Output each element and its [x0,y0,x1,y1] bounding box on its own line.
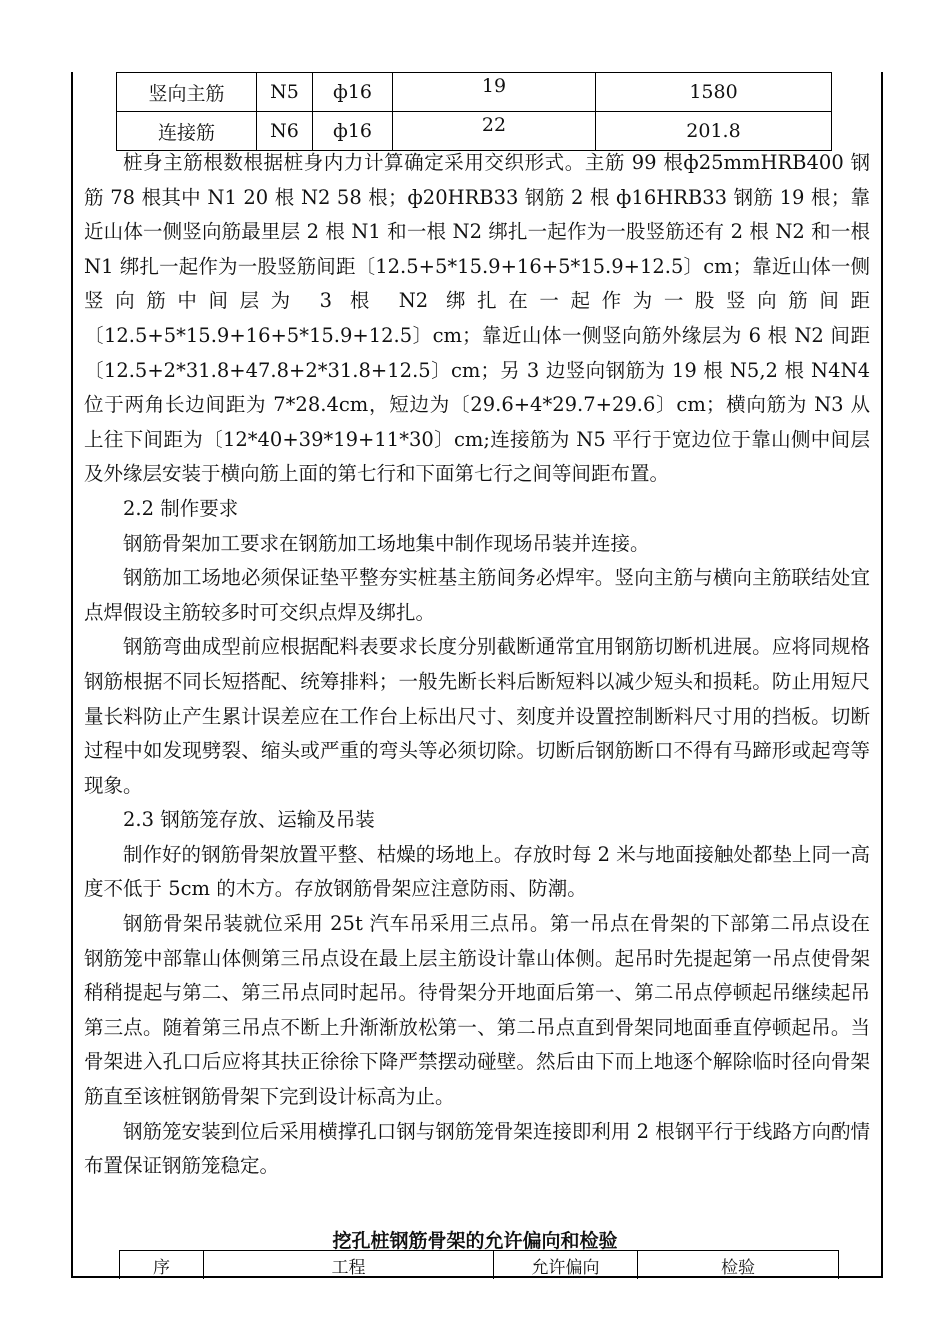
rebar-table [116,72,832,151]
rebar-count: 22 [481,114,507,136]
rebar-name: 连接筋 [117,112,257,151]
rebar-count-cell [393,112,596,151]
paragraph-rebar-layout: 桩身主筋根数根据桩身内力计算确定采用交织形式。主筋 99 根ф25mmHRB400 钢筋 78 根其中 N1 20 根 N2 58 根；ф20HRB33 钢筋 2 根 ф16HRB33 钢筋 19 根；靠近山体一侧竖向筋最里层 2 根 N1 和一根 N2 绑扎一起作为一股竖筋还有 2 根 N2 和一根 N1 绑扎一起作为一股竖筋间距〔12.5+5*15.9+16+5*15.9+12.5〕cm；靠近山体一侧竖向筋中间层为 3 根 N2 绑扎在一起作为一股竖向筋间距〔12.5+5*15.9+16+5*15.9+12.5〕cm；靠近山体一侧竖向筋外缘层为 6 根 N2 间距〔12.5+2*31.8+47.8+2*31.8+12.5〕cm；另 3 边竖向钢筋为 19 根 N5,2 根 N4N4 位于两角长边间距为 7*28.4cm，短边为〔29.6+4*29.7+29.6〕cm；横向筋为 N3 从上往下间距为〔12*40+39*19+11*30〕cm;连接筋为 N5 平行于宽边位于靠山侧中间层及外缘层安装于横向筋上面的第七行和下面第七行之间等间距布置。 [84,151,870,486]
paragraph: 钢筋笼安装到位后采用横撑孔口钢与钢筋笼骨架连接即利用 2 根钢平行于线路方向酌情布置保证钢筋笼稳定。 [84,1119,870,1178]
header-item: 工程 [204,1251,494,1280]
table-row [120,1251,839,1280]
paragraph: 钢筋加工场地必须保证垫平整夯实桩基主筋间务必焊牢。竖向主筋与横向主筋联结处宜点焊假设主筋较多时可交织点焊及绑扎。 [84,566,870,624]
rebar-diameter: ф16 [313,73,393,112]
tolerance-table-header [119,1250,839,1279]
header-tolerance: 允许偏向 [494,1251,638,1280]
rebar-diameter: ф16 [313,112,393,151]
table-row [117,112,832,151]
paragraph: 钢筋骨架加工要求在钢筋加工场地集中制作现场吊装并连接。 [123,531,650,555]
paragraph: 制作好的钢筋骨架放置平整、枯燥的场地上。存放时每 2 米与地面接触处都垫上同一高度不低于 5cm 的木方。存放钢筋骨架应注意防雨、防潮。 [84,842,870,901]
table-row [117,73,832,112]
header-inspection: 检验 [638,1251,839,1280]
header-index: 序 [120,1251,204,1280]
rebar-name: 竖向主筋 [117,73,257,112]
paragraph: 钢筋弯曲成型前应根据配料表要求长度分别截断通常宜用钢筋切断机进展。应将同规格钢筋根据不同长短搭配、统筹排料；一般先断长料后断短料以减少短头和损耗。防止用短尺量长料防止产生累计误差应在工作台上标出尺寸、刻度并设置控制断料尺寸用的挡板。切断过程中如发现劈裂、缩头或严重的弯头等必须切除。切断后钢筋断口不得有马蹄形或起弯等现象。 [84,635,870,797]
section-heading-2-2: 2.2 制作要求 [123,496,239,520]
table-caption: 挖孔桩钢筋骨架的允许偏向和检验 [332,1230,618,1252]
section-heading-2-3: 2.3 钢筋笼存放、运输及吊装 [123,808,375,832]
rebar-count: 19 [481,75,507,97]
rebar-count-cell [393,73,596,112]
rebar-length: 1580 [596,73,832,112]
body-text [84,146,870,1184]
rebar-length: 201.8 [596,112,832,151]
rebar-code: N5 [257,73,313,112]
paragraph: 钢筋骨架吊装就位采用 25t 汽车吊采用三点吊。第一吊点在骨架的下部第二吊点设在钢筋笼中部靠山体侧第三吊点设在最上层主筋设计靠山体侧。起吊时先提起第一吊点使骨架稍稍提起与第二、第三吊点同时起吊。待骨架分开地面后第一、第二吊点停顿起吊继续起吊第三点。随着第三吊点不断上升渐渐放松第一、第二吊点直到骨架同地面垂直停顿起吊。当骨架进入孔口后应将其扶正徐徐下降严禁摆动碰壁。然后由下而上地逐个解除临时径向骨架筋直至该桩钢筋骨架下完到设计标高为止。 [84,912,870,1109]
rebar-code: N6 [257,112,313,151]
